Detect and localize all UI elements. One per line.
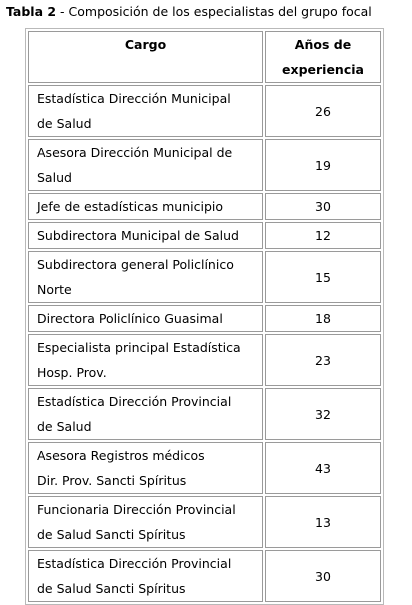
- position-cell: Jefe de estadísticas municipio: [28, 193, 263, 220]
- position-cell: Estadística Dirección Provincial de Salud Sancti Spíritus: [28, 550, 263, 602]
- position-cell: Asesora Registros médicos Dir. Prov. Sancti Spíritus: [28, 442, 263, 494]
- table-header-row: [28, 31, 381, 83]
- years-cell: 15: [265, 251, 381, 303]
- table-row: [28, 139, 381, 191]
- position-cell: Directora Policlínico Guasimal: [28, 305, 263, 332]
- table-row: [28, 550, 381, 602]
- years-cell: 43: [265, 442, 381, 494]
- position-cell: Estadística Dirección Municipal de Salud: [28, 85, 263, 137]
- years-cell: 23: [265, 334, 381, 386]
- years-cell: 26: [265, 85, 381, 137]
- specialists-table: [25, 28, 384, 605]
- years-cell: 13: [265, 496, 381, 548]
- position-cell: Funcionaria Dirección Provincial de Salud Sancti Spíritus: [28, 496, 263, 548]
- position-cell: Estadística Dirección Provincial de Salud: [28, 388, 263, 440]
- table-row: [28, 251, 381, 303]
- table-row: [28, 442, 381, 494]
- caption-label: Tabla 2: [6, 4, 57, 19]
- header-years: Años de experiencia: [265, 31, 381, 83]
- table-row: [28, 305, 381, 332]
- caption-text: - Composición de los especialistas del grupo focal: [56, 4, 372, 19]
- position-cell: Especialista principal Estadística Hosp. Prov.: [28, 334, 263, 386]
- table-row: [28, 222, 381, 249]
- years-cell: 19: [265, 139, 381, 191]
- years-cell: 30: [265, 193, 381, 220]
- table-row: [28, 85, 381, 137]
- header-position: Cargo: [28, 31, 263, 83]
- position-cell: Subdirectora general Policlínico Norte: [28, 251, 263, 303]
- years-cell: 32: [265, 388, 381, 440]
- table-row: [28, 496, 381, 548]
- position-cell: Asesora Dirección Municipal de Salud: [28, 139, 263, 191]
- table-caption: [6, 4, 412, 20]
- years-cell: 18: [265, 305, 381, 332]
- table-row: [28, 388, 381, 440]
- position-cell: Subdirectora Municipal de Salud: [28, 222, 263, 249]
- table-row: [28, 334, 381, 386]
- years-cell: 30: [265, 550, 381, 602]
- table-row: [28, 193, 381, 220]
- years-cell: 12: [265, 222, 381, 249]
